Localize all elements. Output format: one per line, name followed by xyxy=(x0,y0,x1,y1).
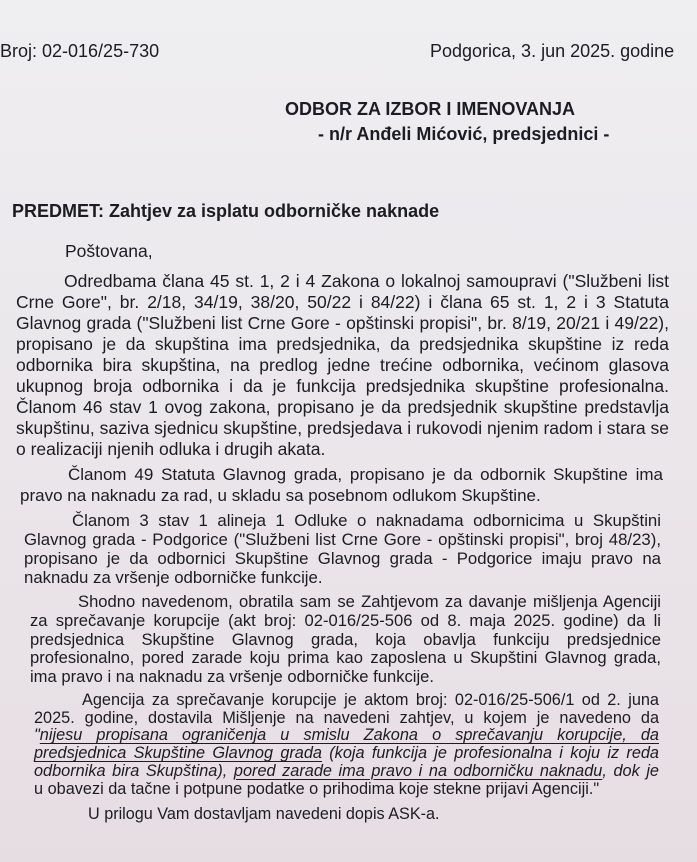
text-segment: skupštinu, saziva sjednicu skupštine, predsjedava i rukovodi njenim radom i stara se xyxy=(16,418,669,438)
text-line xyxy=(24,511,661,530)
recipient-person: - n/r Anđeli Mićović, predsjednici - xyxy=(318,124,610,144)
text-line xyxy=(30,631,661,650)
text-segment: profesionalno, pored zarade koju prima kao zaposlena u Skupštini Glavnog grada, xyxy=(30,648,661,668)
text-line xyxy=(34,727,659,745)
paragraph-agency-opinion xyxy=(34,692,659,798)
text-line xyxy=(30,612,661,631)
text-segment: Odredbama člana 45 st. 1, 2 i 4 Zakona o lokalnoj samoupravi ("Službeni list xyxy=(64,271,669,291)
text-segment: propisano je da skupština ima predsjednika, da predsjednika skupštine iz reda xyxy=(16,334,669,354)
text-segment: pravo na naknadu za rad, u skladu sa posebnom odlukom Skupštine. xyxy=(20,485,541,505)
text-line xyxy=(16,376,669,397)
text-segment: u obavezi da tačne i potpune podatke o prihodima koje stekne prijavi Agenciji." xyxy=(34,779,600,798)
text-line xyxy=(24,530,661,549)
text-segment: naknadu za vršenje odborničke funkcije. xyxy=(24,568,323,587)
text-segment: Shodno navedenom, obratila sam se Zahtjevom za davanje mišljenja Agenciji xyxy=(78,592,661,611)
text-line xyxy=(30,593,661,612)
text-segment: odbornika bira skupština, na predlog jedne trećine odbornika, većinom glasova xyxy=(16,355,669,375)
text-line xyxy=(16,439,669,460)
text-segment: za sprečavanje korupcije (akt broj: 02-016/25-506 od 8. maja 2025. godine) da li xyxy=(30,610,661,630)
quoted-text: (koja funkcija je profesionalna i koju iz reda xyxy=(321,744,659,763)
text-line xyxy=(24,568,661,587)
text-segment: Glavnog grada - Podgorice ("Službeni list Crne Gore - opštinski propisi", broj 48/23), xyxy=(24,530,661,549)
text-line xyxy=(30,668,661,687)
text-segment: Članom 3 stav 1 alineja 1 Odluke o naknadama odbornicima u Skupštini xyxy=(72,511,661,530)
text-segment: predsjednica Skupštine Glavnog grada, koja obavlja funkciju predsjednice xyxy=(30,629,661,649)
text-line xyxy=(20,486,663,507)
text-line xyxy=(16,355,669,376)
text-line xyxy=(24,549,661,568)
text-line xyxy=(16,313,669,334)
text-segment: Agencija za sprečavanje korupcije je aktom broj: 02-016/25-506/1 od 2. juna xyxy=(82,691,659,709)
text-line xyxy=(20,465,663,486)
paragraph-request xyxy=(30,593,661,687)
text-line xyxy=(16,334,669,355)
text-line xyxy=(34,692,659,710)
quoted-text: " xyxy=(34,726,40,745)
text-line xyxy=(16,397,669,418)
underlined-quote: pored zarade ima pravo i na odborničku naknadu xyxy=(233,761,603,780)
text-segment: o realizaciji njenih odluka i drugih akata. xyxy=(16,439,326,459)
paragraph-decision xyxy=(24,511,661,587)
text-segment: Članom 49 Statuta Glavnog grada, propisano je da odbornik Skupštine ima xyxy=(68,465,663,484)
recipient-committee: ODBOR ZA IZBOR I IMENOVANJA xyxy=(285,99,576,119)
text-line xyxy=(34,710,659,728)
quoted-text: odbornika bira Skupština), xyxy=(34,761,234,780)
paragraph-legal-basis xyxy=(16,271,669,460)
text-segment: Članom 46 stav 1 ovog zakona, propisano je da predsjednik skupštine predstavlja xyxy=(16,397,669,417)
quoted-text: , dok je xyxy=(602,761,659,780)
text-line xyxy=(34,781,659,799)
text-line xyxy=(40,805,657,823)
salutation: Poštovana, xyxy=(65,241,153,261)
text-segment: ima pravo i na naknadu za vršenje odborničke funkcije. xyxy=(30,667,435,687)
paragraph-statute xyxy=(20,465,663,506)
text-line xyxy=(30,649,661,668)
subject-line: PREDMET: Zahtjev za isplatu odborničke naknade xyxy=(12,201,440,221)
text-segment: propisano je da odbornici Skupštine Glavnog grada - Podgorice imaju pravo na xyxy=(24,549,661,568)
text-segment: Crne Gore", br. 2/18, 34/19, 38/20, 50/22 i 84/22) i člana 65 st. 1, 2 i 3 Statuta xyxy=(16,292,669,312)
text-line xyxy=(34,763,659,781)
text-segment: Glavnog grada ("Službeni list Crne Gore - opštinski propisi", br. 8/19, 20/21 i 49/22), xyxy=(16,313,669,333)
text-line xyxy=(16,292,669,313)
text-line xyxy=(16,418,669,439)
underlined-quote: predsjednica Skupštine Glavnog grada xyxy=(34,744,322,763)
paragraph-attachment xyxy=(40,805,657,823)
text-segment: ukupnog broja odbornika i da je funkcija predsjednika skupštine profesionalna. xyxy=(16,376,669,396)
place-and-date: Podgorica, 3. jun 2025. godine xyxy=(430,41,675,61)
document-number: Broj: 02-016/25-730 xyxy=(0,41,160,61)
text-line xyxy=(34,745,659,763)
text-line xyxy=(16,271,669,292)
underlined-quote: nijesu propisana ograničenja u smislu Zakona o sprečavanju korupcije, da xyxy=(39,726,659,745)
text-segment: 2025. godine, dostavila Mišljenje na navedeni zahtjev, u kojem je navedeno da xyxy=(34,708,659,727)
text-segment: U prilogu Vam dostavljam navedeni dopis ASK-a. xyxy=(88,805,440,823)
